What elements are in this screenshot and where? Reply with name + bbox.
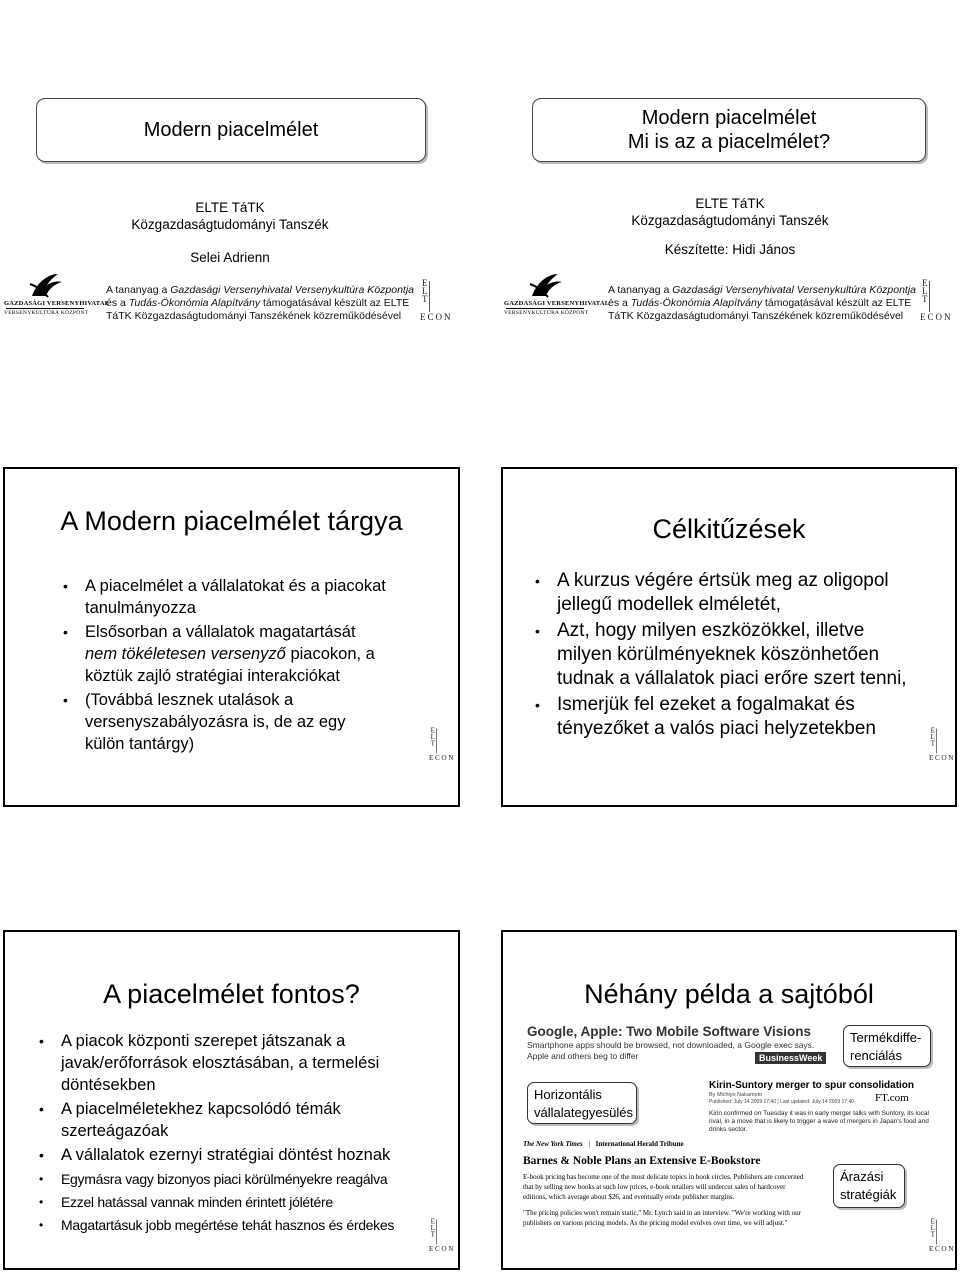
slide-2-title-line1: Modern piacelmélet (641, 107, 817, 129)
slide-1-org-line2: Közgazdaságtudományi Tanszék (131, 217, 329, 232)
gvh-line1: GAZDASÁGI VERSENYHIVATAL (504, 300, 610, 307)
slide-1-org-line1: ELTE TáTK (195, 200, 265, 215)
support-text-1: A tananyag a (106, 284, 171, 296)
callout-pricing-strategies: Árazási stratégiák (833, 1164, 905, 1208)
bullet-icon: • (535, 623, 540, 639)
news3-masthead1: The New York Times (523, 1140, 583, 1148)
econ-word: ECON (929, 753, 956, 762)
news2-body: Kirin confirmed on Tuesday it was in early merger talks with Suntory, its local rival, in a move that is likely to trigger a wave of mergers in Japan's food and drinks sector. (709, 1110, 929, 1133)
news1-source-badge: BusinessWeek (755, 1052, 826, 1064)
slide-6 (501, 930, 957, 1270)
econ-letter: T (930, 1230, 935, 1238)
news2-headline: Kirin-Suntory merger to spur consolidation (709, 1080, 915, 1091)
gvh-emblem-icon (524, 270, 566, 300)
bullet-icon: • (39, 1101, 44, 1117)
news1-sub1: Smartphone apps should be browsed, not downloaded, a Google exec says. (527, 1040, 815, 1050)
elte-econ-logo (429, 727, 458, 762)
econ-letter: L (430, 1223, 435, 1232)
slide-3-bullet-list (59, 575, 389, 757)
list-item: • Azt, hogy milyen eszközökkel, illetve milyen körülményeknek köszönhetően tudnak a vállalatok piaci erőre szert tenni, (535, 620, 907, 689)
slide-3 (3, 467, 460, 807)
elte-econ-logo (429, 1218, 458, 1253)
econ-letter: T (930, 739, 935, 747)
gvh-rule (6, 308, 84, 309)
news2-byline: By Michiyo Nakamoto (709, 1092, 763, 1098)
econ-word: ECON (929, 1244, 956, 1253)
news3-headline: Barnes & Noble Plans an Extensive E-Bookstore (523, 1155, 761, 1167)
slide-2 (500, 0, 960, 340)
list-item: • (Továbbá lesznek utalások a versenyszabályozásra is, de az egy külön tantárgy) (63, 691, 346, 753)
elte-econ-logo (920, 279, 956, 323)
gvh-rule (506, 308, 584, 309)
gvh-line2: VERSENYKULTÚRA KÖZPONT (504, 310, 589, 316)
list-item: • A kurzus végére értsük meg az oligopol jellegű modellek elméletét, (535, 570, 889, 615)
bullet-icon: • (63, 692, 68, 708)
slide-2-org-line1: ELTE TáTK (695, 196, 765, 211)
list-item: • A vállalatok ezernyi stratégiai döntést hoznak (39, 1146, 391, 1164)
econ-letter: L (430, 732, 435, 741)
econ-word: ECON (429, 1244, 456, 1253)
slide-5-bullet-list (35, 1030, 425, 1237)
news2-source: FT.com (875, 1092, 909, 1104)
support-text-3: támogatásával készült az ELTE TáTK Közgazdaságtudományi Tanszékének közreműködésével (608, 297, 912, 322)
econ-letter: L (922, 286, 928, 296)
gvh-line1: GAZDASÁGI VERSENYHIVATAL (4, 300, 110, 307)
support-text-2: és a (608, 297, 631, 309)
econ-word: ECON (429, 753, 456, 762)
slide-2-title-line2: Mi is az a piacelmélet? (627, 131, 831, 153)
support-italic-1: Gazdasági Versenyhivatal Versenykultúra Központja (672, 284, 917, 296)
news3-masthead: The New York Times | International Herald Tribune (523, 1140, 684, 1148)
econ-letter: L (930, 1223, 935, 1232)
econ-word: ECON (920, 312, 953, 322)
slide-4-title: Célkitűzések (652, 514, 806, 544)
econ-bar (929, 281, 930, 312)
econ-letter: L (422, 286, 428, 296)
list-item: • A piacelmélet a vállalatokat és a piacokat tanulmányozza (63, 577, 386, 617)
support-italic-2: Tudás-Ökonómia Alapítvány (128, 297, 261, 309)
callout-product-differentiation: Termékdiffe-renciálás (843, 1025, 931, 1067)
econ-letter: E (930, 726, 935, 735)
news1-sub2: Apple and others beg to differ (527, 1051, 639, 1061)
slide-1-title: Modern piacelmélet (143, 119, 319, 141)
bullet-icon: • (39, 1147, 44, 1163)
econ-letter: E (422, 278, 428, 288)
slide-5-title: A piacelmélet fontos? (103, 979, 360, 1009)
support-italic-2: Tudás-Ökonómia Alapítvány (630, 297, 763, 309)
econ-letter: T (430, 1230, 435, 1238)
econ-letter: E (430, 1217, 435, 1226)
bullet-icon: • (535, 573, 540, 589)
econ-bar (436, 729, 437, 754)
slide-1 (0, 0, 460, 340)
slide-4 (501, 467, 957, 807)
econ-bar (936, 729, 937, 754)
support-italic-1: Gazdasági Versenyhivatal Versenykultúra Központja (170, 284, 415, 296)
list-item: • Egymásra vagy bizonyos piaci körülményekre reagálva (39, 1171, 388, 1187)
econ-letter: L (930, 732, 935, 741)
bullet-icon: • (39, 1195, 43, 1209)
news1-headline: Google, Apple: Two Mobile Software Visions (527, 1024, 812, 1039)
bullet-icon: • (39, 1172, 43, 1186)
elte-econ-logo (420, 279, 456, 323)
news3-masthead2: International Herald Tribune (595, 1140, 684, 1148)
slide-2-author: Készítette: Hidi János (664, 242, 796, 257)
elte-econ-logo (929, 1218, 958, 1253)
support-text-2: és a (106, 297, 129, 309)
gvh-line2: VERSENYKULTÚRA KÖZPONT (4, 310, 89, 316)
slide-1-title-box (36, 98, 426, 162)
slide-2-support-text (608, 284, 918, 323)
news-clip-ft (709, 1080, 931, 1134)
econ-letter: T (430, 739, 435, 747)
support-text-3: támogatásával készült az ELTE TáTK Közgazdaságtudományi Tanszékének közreműködésével (106, 297, 410, 322)
news2-published: Published: July 14 2009 17:40 | Last updated: July 14 2009 17:40 (709, 1099, 855, 1105)
list-item: • Ezzel hatással vannak minden érintett jólétére (39, 1194, 333, 1210)
slide-2-title-box (532, 98, 926, 162)
slide-5 (3, 930, 460, 1270)
econ-letter: T (922, 294, 928, 304)
bullet-icon: • (63, 578, 68, 594)
econ-letter: E (922, 278, 928, 288)
gvh-emblem-icon (24, 270, 66, 300)
news-clip-businessweek (527, 1024, 823, 1070)
econ-letter: E (430, 726, 435, 735)
elte-econ-logo (929, 727, 958, 762)
gvh-logo (504, 270, 610, 320)
slide-1-support-text (106, 284, 416, 323)
news-clip-nyt (523, 1140, 819, 1252)
econ-word: ECON (420, 312, 453, 322)
list-item: • Elsősorban a vállalatok magatartását nem tökéletesen versenyző piacokon, a köztük zajló stratégiai interakciókat (63, 623, 375, 685)
slide-1-author: Selei Adrienn (190, 250, 270, 265)
list-item: • Ismerjük fel ezeket a fogalmakat és tényezőket a valós piaci helyzetekben (535, 694, 876, 739)
slide-3-title: A Modern piacelmélet tárgya (60, 506, 403, 536)
slide-4-bullet-list (531, 569, 911, 743)
econ-bar (429, 281, 430, 312)
list-item: • A piacok központi szerepet játszanak a javak/erőforrások elosztásában, a termelési döntésekben (39, 1032, 380, 1094)
list-item: • A piacelméletekhez kapcsolódó témák szerteágazóak (39, 1100, 341, 1140)
slide-2-org-line2: Közgazdaságtudományi Tanszék (631, 213, 829, 228)
econ-letter: T (422, 294, 428, 304)
bullet-icon: • (535, 697, 540, 713)
gvh-logo (4, 270, 110, 320)
list-item: • Magatartásuk jobb megértése tehát hasznos és érdekes (39, 1217, 395, 1233)
callout-horizontal-merger: Horizontális vállalategyesülés (527, 1082, 637, 1124)
econ-bar (936, 1220, 937, 1245)
news3-body: E-book pricing has become one of the most delicate topics in book circles. Publishers are concerned that by selling new books at such low prices, e-book retailers will undercut sales of hardcover editions, which average about $26, and eventually erode publisher margins. (523, 1173, 804, 1201)
news3-quote: "The pricing policies won't remain static," Mr. Lynch said in an interview. "We're working with our publishers on various pricing models. As the pricing model evolves over time, we will adjust." (523, 1209, 801, 1227)
bullet-icon: • (39, 1033, 44, 1049)
bullet-icon: • (39, 1218, 43, 1232)
bullet-icon: • (63, 624, 68, 640)
econ-bar (436, 1220, 437, 1245)
support-text-1: A tananyag a (608, 284, 673, 296)
econ-letter: E (930, 1217, 935, 1226)
slide-6-title: Néhány példa a sajtóból (584, 979, 874, 1009)
